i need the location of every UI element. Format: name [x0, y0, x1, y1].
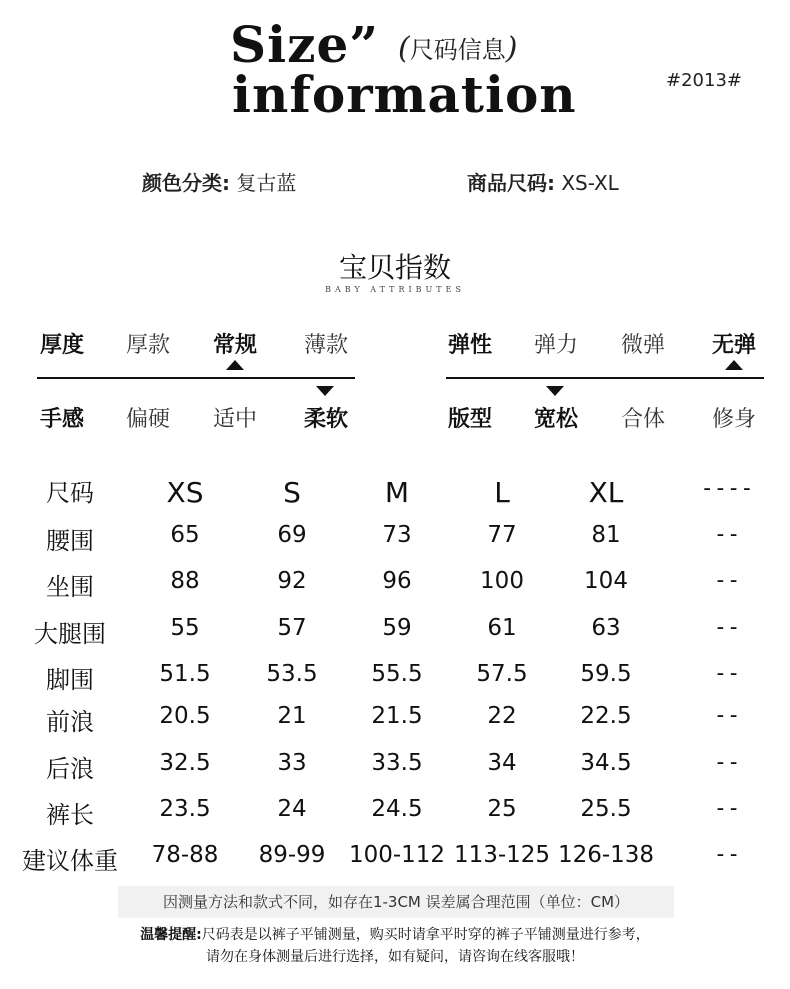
table-cell: 65 [170, 522, 200, 548]
table-cell: 69 [277, 522, 307, 548]
size-label: 商品尺码: [467, 171, 555, 195]
table-cell: 113-125 [453, 842, 551, 868]
elasticity-option-slight: 微弹 [620, 333, 665, 358]
color-value: 复古蓝 [236, 171, 297, 195]
table-cell: 55.5 [371, 661, 423, 687]
subtitle-text: 尺码信息 [409, 36, 506, 64]
table-cell: -- [713, 750, 741, 775]
table-cell: 57.5 [476, 661, 528, 687]
size-header-l: L [494, 476, 510, 509]
section-subtitle: BABY ATTRIBUTES [325, 285, 465, 294]
table-cell: 23.5 [159, 796, 211, 822]
subtitle-open-paren: ( [398, 31, 410, 66]
table-cell: 25 [487, 796, 517, 822]
table-row-label: 前浪 [46, 708, 94, 736]
product-code: #2013# [666, 70, 742, 91]
thickness-label: 厚度 [39, 333, 84, 358]
table-cell: 96 [382, 568, 412, 594]
warm-reminder-label: 温馨提醒: [140, 927, 202, 943]
table-row-label: 坐围 [46, 573, 94, 601]
table-cell: 77 [487, 522, 517, 548]
table-cell: 61 [487, 615, 517, 641]
subtitle-close-paren: ) [505, 31, 518, 66]
table-cell: -- [713, 615, 741, 640]
divider-right [446, 377, 764, 379]
table-cell: -- [713, 522, 741, 547]
table-row-label: 大腿围 [34, 620, 106, 648]
table-cell: 33.5 [371, 750, 423, 776]
table-row-label: 腰围 [46, 527, 94, 555]
table-cell: 100 [480, 568, 524, 594]
table-cell: -- [713, 568, 741, 593]
size-header-xs: XS [166, 476, 204, 509]
table-cell: -- [713, 661, 741, 686]
size-header-xl: XL [588, 476, 624, 509]
size-header-m: M [384, 476, 410, 509]
thickness-option-thick: 厚款 [125, 333, 170, 358]
table-row-label: 后浪 [46, 755, 94, 783]
table-cell: 89-99 [258, 842, 326, 868]
table-cell: 59.5 [580, 661, 632, 687]
table-cell: 25.5 [580, 796, 632, 822]
table-cell: 88 [170, 568, 200, 594]
table-cell: -- [713, 703, 741, 728]
elasticity-label: 弹性 [447, 333, 492, 358]
table-cell: 51.5 [159, 661, 211, 687]
color-category [142, 167, 296, 196]
table-cell: 20.5 [159, 703, 211, 729]
table-row-label: 脚围 [46, 666, 94, 694]
title-subtitle [398, 30, 517, 66]
table-cell: 126-138 [557, 842, 655, 868]
table-cell: 63 [591, 615, 621, 641]
table-cell: 21.5 [371, 703, 423, 729]
table-cell: 53.5 [266, 661, 318, 687]
handfeel-indicator-arrow [316, 386, 334, 396]
thickness-option-thin: 薄款 [303, 333, 348, 358]
table-cell: 24 [277, 796, 307, 822]
fit-option-loose: 宽松 [533, 407, 578, 432]
handfeel-option-soft: 柔软 [303, 407, 348, 432]
title-size: Size” [230, 15, 380, 74]
handfeel-option-stiff: 偏硬 [125, 407, 170, 432]
handfeel-label: 手感 [39, 407, 84, 432]
elasticity-indicator-arrow [725, 360, 743, 370]
table-cell: 59 [382, 615, 412, 641]
table-cell: 33 [277, 750, 307, 776]
size-header-empty: ---- [700, 476, 754, 501]
warm-reminder [0, 924, 790, 946]
size-header-s: S [283, 476, 301, 509]
table-cell: 22.5 [580, 703, 632, 729]
table-cell: 55 [170, 615, 200, 641]
table-row-label: 裤长 [46, 801, 94, 829]
size-header-label: 尺码 [46, 479, 94, 507]
product-size [467, 167, 619, 196]
table-cell: -- [713, 796, 741, 821]
table-cell: 32.5 [159, 750, 211, 776]
section-title: 宝贝指数 [338, 251, 451, 284]
warm-reminder-line2: 请勿在身体测量后进行选择，如有疑问，请咨询在线客服哦！ [206, 949, 584, 965]
table-cell: 22 [487, 703, 517, 729]
table-cell: 73 [382, 522, 412, 548]
table-cell: 78-88 [151, 842, 219, 868]
thickness-option-regular: 常规 [212, 333, 257, 358]
divider-left [37, 377, 355, 379]
handfeel-option-medium: 适中 [212, 407, 257, 432]
title-information: information [232, 65, 577, 124]
fit-option-slim: 修身 [711, 407, 756, 432]
table-cell: 34.5 [580, 750, 632, 776]
size-value: XS-XL [561, 171, 619, 195]
fit-indicator-arrow [546, 386, 564, 396]
table-cell: 24.5 [371, 796, 423, 822]
table-cell: 21 [277, 703, 307, 729]
color-label: 颜色分类: [142, 171, 230, 195]
table-cell: 100-112 [348, 842, 446, 868]
table-cell: 34 [487, 750, 517, 776]
table-cell: 57 [277, 615, 307, 641]
elasticity-option-stretch: 弹力 [533, 333, 578, 358]
table-cell: -- [713, 842, 741, 867]
fit-option-regular: 合体 [620, 407, 665, 432]
fit-label: 版型 [447, 407, 492, 432]
measurement-note: 因测量方法和款式不同，如存在1-3CM 误差属合理范围（单位：CM） [118, 886, 674, 918]
table-cell: 81 [591, 522, 621, 548]
elasticity-option-none: 无弹 [711, 333, 756, 358]
warm-reminder-line1: 尺码表是以裤子平铺测量，购买时请拿平时穿的裤子平铺测量进行参考， [201, 927, 650, 943]
thickness-indicator-arrow [226, 360, 244, 370]
table-cell: 104 [584, 568, 628, 594]
table-row-label: 建议体重 [22, 847, 118, 875]
table-cell: 92 [277, 568, 307, 594]
